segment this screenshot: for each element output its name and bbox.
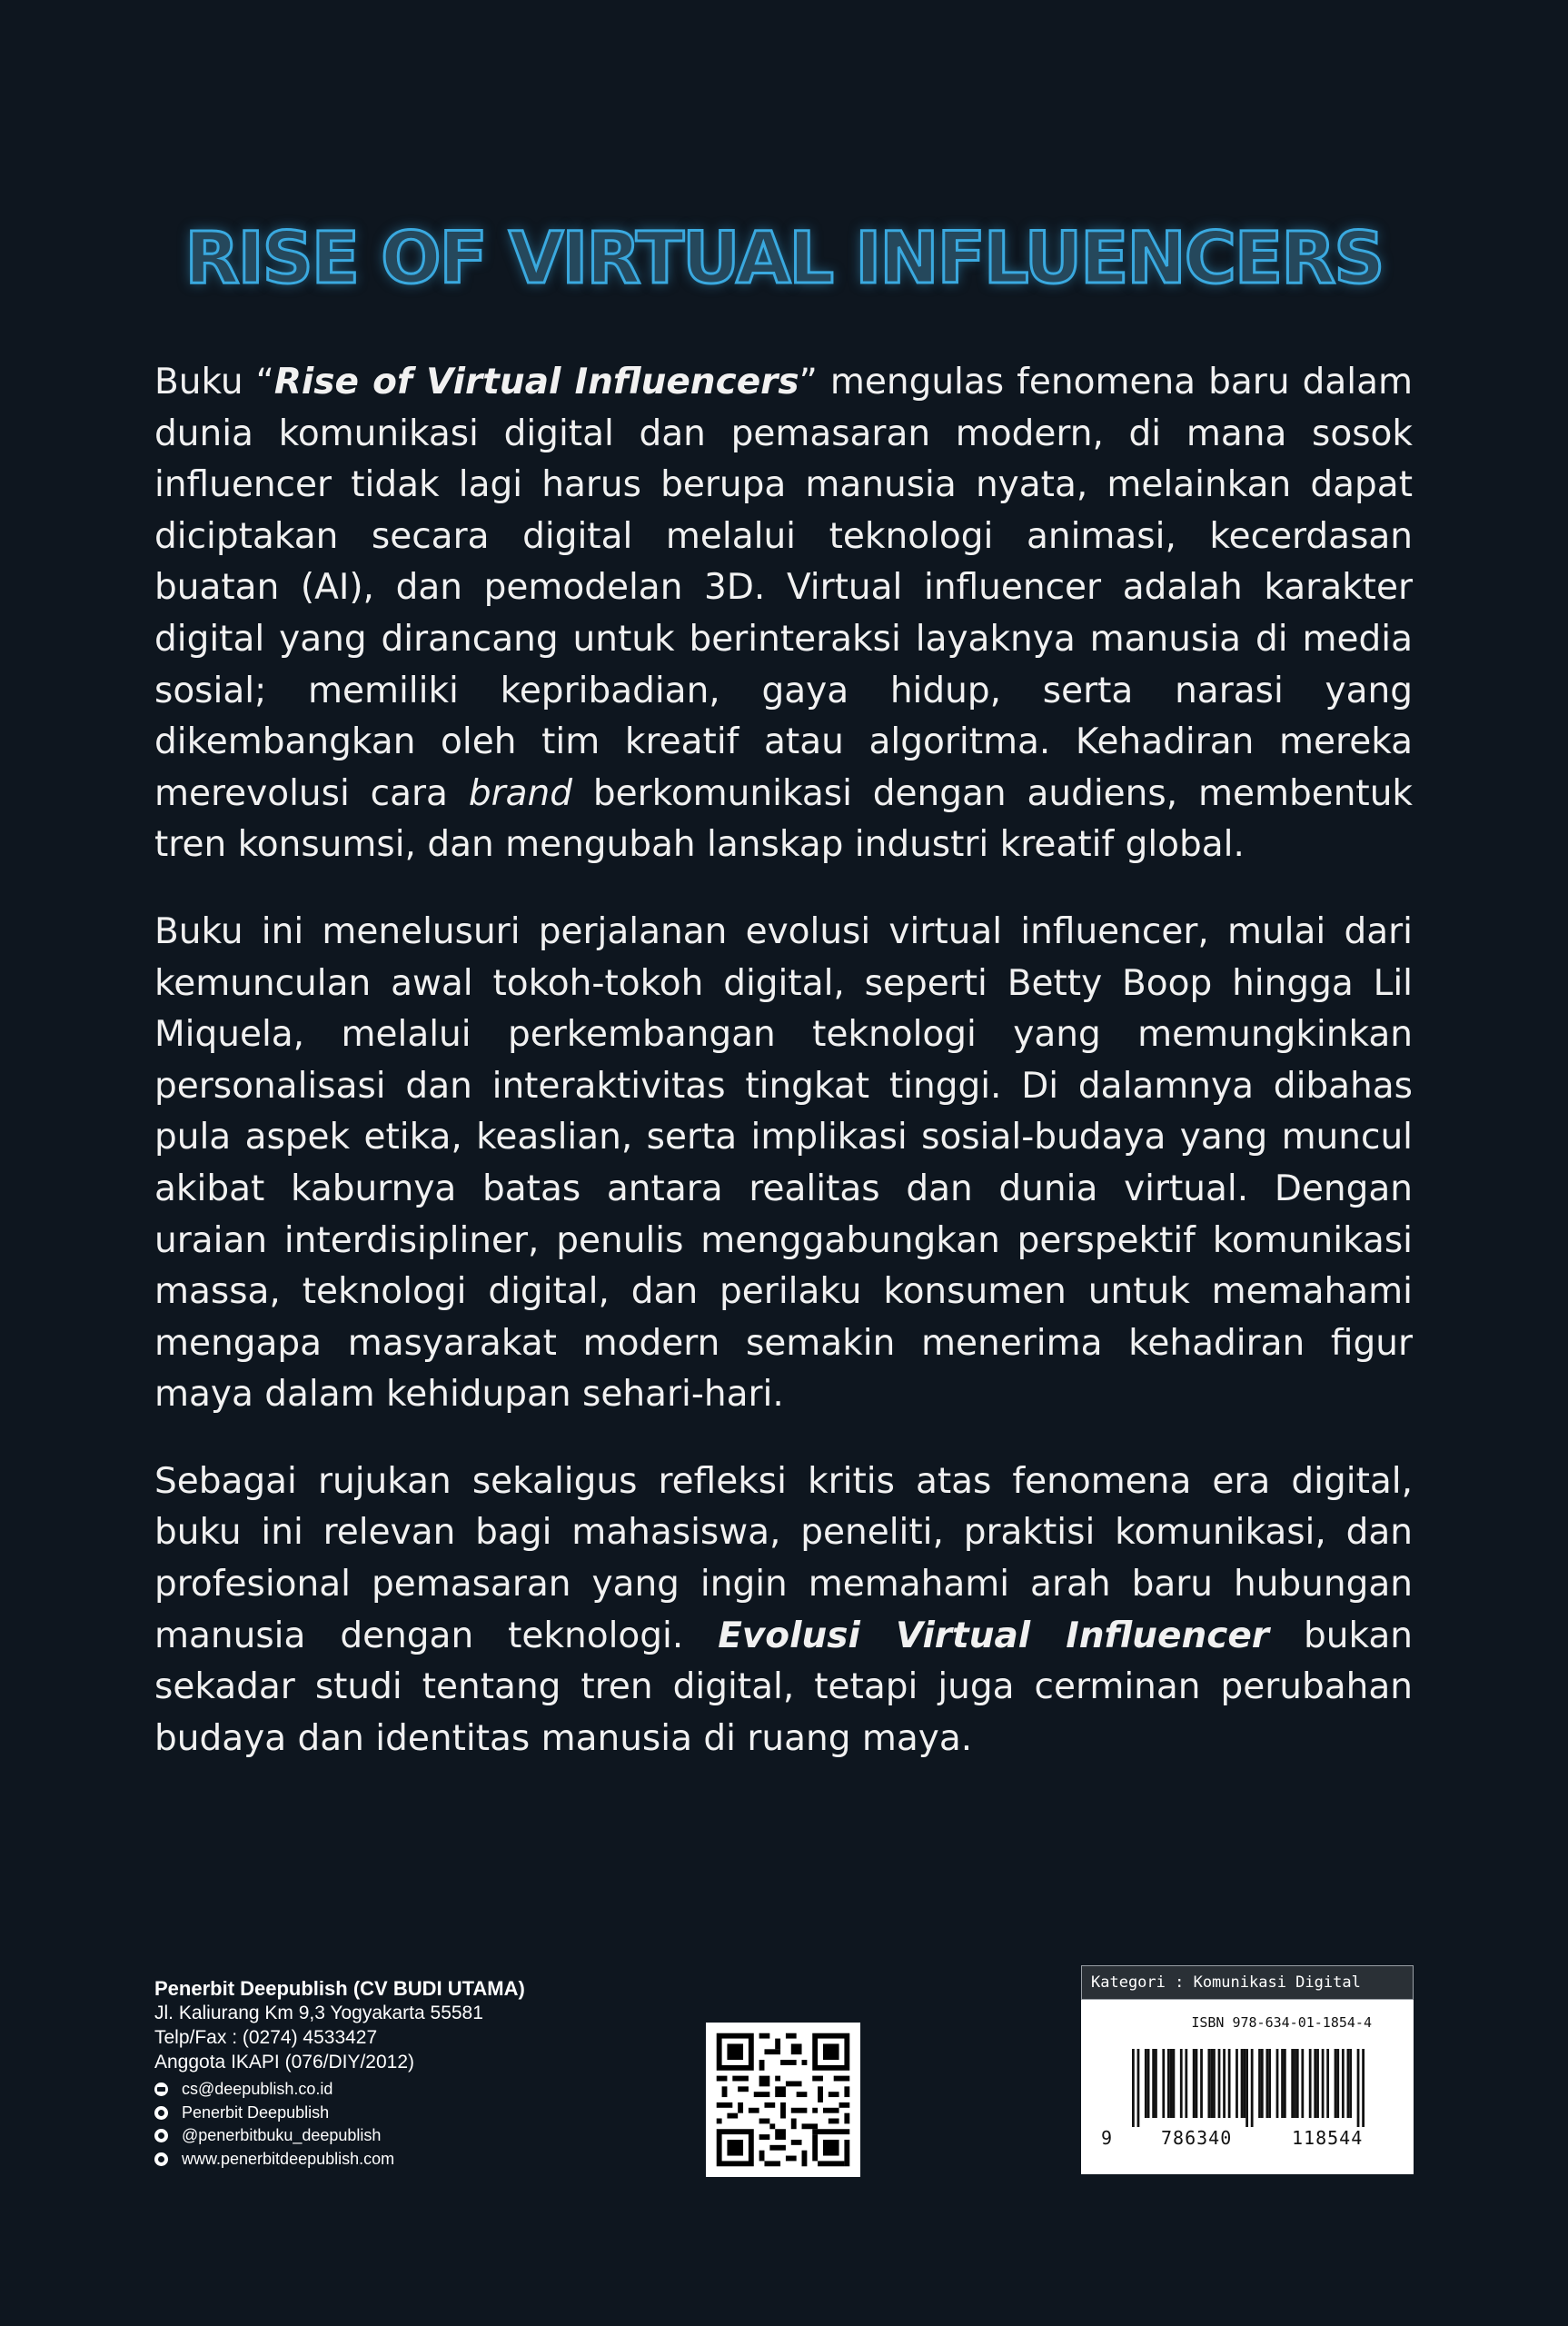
barcode-bar [1276, 2049, 1279, 2118]
barcode-bar [1137, 2049, 1140, 2127]
barcode-bar [1296, 2049, 1299, 2118]
barcode-bar [1243, 2049, 1245, 2118]
barcode-bar [1155, 2049, 1157, 2118]
barcode-bar [1132, 2049, 1135, 2127]
barcode-bar [1241, 2049, 1244, 2118]
instagram-icon [154, 2129, 168, 2142]
barcode-bar [1200, 2049, 1203, 2118]
barcode-bar [1349, 2049, 1352, 2118]
barcode-bars [1132, 2049, 1365, 2127]
barcode-bar [1322, 2049, 1325, 2118]
globe-icon [154, 2152, 168, 2166]
isbn-number: ISBN 978-634-01-1854-4 [1191, 2014, 1372, 2031]
barcode-bar [1180, 2049, 1183, 2118]
barcode-bar [1170, 2049, 1173, 2118]
barcode-bar [1145, 2049, 1147, 2118]
barcode-bar [1207, 2049, 1210, 2118]
barcode-bar [1291, 2049, 1294, 2118]
barcode-bar [1314, 2049, 1316, 2118]
barcode-bar [1210, 2049, 1213, 2118]
barcode-bar [1167, 2049, 1170, 2118]
barcode-bar [1261, 2049, 1264, 2118]
barcode-bar [1185, 2049, 1187, 2118]
publisher-member: Anggota IKAPI (076/DIY/2012) [154, 2052, 415, 2073]
category-label: Kategori : Komunikasi Digital [1081, 1965, 1414, 2000]
blurb [154, 357, 1413, 1800]
barcode-bar [1218, 2049, 1221, 2118]
publisher-address: Jl. Kaliurang Km 9,3 Yogyakarta 55581 [154, 2003, 483, 2023]
barcode-bar [1236, 2049, 1238, 2118]
barcode-bar [1258, 2049, 1261, 2118]
qr-code-graphic [706, 2023, 860, 2177]
qr-code [706, 2023, 860, 2177]
barcode-bar [1284, 2049, 1286, 2118]
blurb-paragraph-1: Buku “Rise of Virtual Influencers” mengulas fenomena baru dalam dunia komunikasi digital dan pemasaran modern, di mana sosok influencer tidak lagi harus berupa manusia nyata, melainkan dapat diciptakan secara digital melalui teknologi animasi, kecerdasan buatan (AI), dan pemodelan 3D. Virtual influencer adalah karakter digital yang dirancang untuk berinteraksi layaknya manusia di media sosial; memiliki kepribadian, gaya hidup, serta narasi yang dikembangkan oleh tim kreatif atau algoritma. Kehadiran mereka merevolusi cara brand berkomunikasi dengan audiens, membentuk tren konsumsi, dan mengubah lanskap industri kreatif global. [154, 362, 1414, 866]
publisher-phone: Telp/Fax : (0274) 4533427 [154, 2027, 378, 2048]
barcode-bar [1336, 2049, 1339, 2118]
barcode-bar [1309, 2049, 1312, 2118]
barcode-bar [1193, 2049, 1196, 2118]
barcode-bar [1357, 2049, 1360, 2127]
barcode-bar [1213, 2049, 1216, 2118]
book-title-heading: RISE OF VIRTUAL INFLUENCERS [184, 218, 1384, 300]
barcode-bar [1152, 2049, 1155, 2118]
barcode-bar [1342, 2049, 1345, 2118]
blurb-paragraph-3: Sebagai rujukan sekaligus refleksi kritis atas fenomena era digital, buku ini relevan bagi mahasiswa, peneliti, praktisi komunikasi, dan profesional pemasaran yang ingin memahami arah baru hubungan manusia dengan teknologi. Evolusi Virtual Influencer bukan sekadar studi tentang tren digital, tetapi juga cerminan perubahan budaya dan identitas manusia di ruang maya. [154, 1460, 1413, 1759]
barcode-digit-first: 9 [1101, 2127, 1113, 2149]
barcode-bar [1301, 2049, 1304, 2118]
email-icon [154, 2082, 168, 2096]
barcode-bar [1251, 2049, 1254, 2127]
barcode-bar [1316, 2049, 1319, 2118]
blurb-paragraph-2: Buku ini menelusuri perjalanan evolusi virtual influencer, mulai dari kemunculan awal tokoh-tokoh digital, seperti Betty Boop hingga Lil Miquela, melalui perkembangan teknologi yang memungkinkan personalisasi dan interaktivitas tingkat tinggi. Di dalamnya dibahas pula aspek etika, keaslian, serta implikasi sosial-budaya yang muncul akibat kaburnya batas antara realitas dan dunia virtual. Dengan uraian interdisipliner, penulis menggabungkan perspektif komunikasi massa, teknologi digital, dan perilaku konsumen untuk memahami mengapa masyarakat modern semakin menerima kehadiran figur maya dalam kehidupan sehari-hari. [154, 910, 1413, 1416]
barcode-digits-left: 786340 [1161, 2127, 1233, 2149]
barcode-bar [1223, 2049, 1226, 2118]
barcode-bar [1196, 2049, 1198, 2118]
contact-email: cs@deepublish.co.id [154, 2078, 525, 2102]
barcode-bar [1347, 2049, 1350, 2118]
barcode-bar [1294, 2049, 1296, 2118]
barcode-bar [1162, 2049, 1165, 2118]
barcode-bar [1228, 2049, 1231, 2118]
publisher-info [154, 1976, 525, 2171]
contact-instagram: @penerbitbuku_deepublish [154, 2124, 525, 2148]
barcode-bar [1326, 2049, 1329, 2118]
isbn-barcode [1081, 1965, 1414, 2174]
barcode-bar [1362, 2049, 1365, 2127]
barcode-bar [1173, 2049, 1176, 2118]
contact-facebook: Penerbit Deepublish [154, 2102, 525, 2125]
facebook-icon [154, 2106, 168, 2120]
barcode-digits-right: 118544 [1292, 2127, 1364, 2149]
barcode-bar [1268, 2049, 1271, 2118]
contact-website: www.penerbitdeepublish.com [154, 2148, 525, 2172]
barcode-bar [1245, 2049, 1248, 2127]
barcode-bar [1265, 2049, 1268, 2118]
publisher-contacts [154, 2078, 525, 2171]
brand-word: brand [468, 772, 572, 814]
evolusi-title-inline: Evolusi Virtual Influencer [718, 1615, 1270, 1656]
barcode-bar [1335, 2049, 1337, 2118]
barcode-bar [1281, 2049, 1284, 2118]
book-title-inline: Rise of Virtual Influencers [273, 362, 799, 403]
publisher-name: Penerbit Deepublish (CV BUDI UTAMA) [154, 1977, 525, 2000]
barcode-bar [1147, 2049, 1150, 2118]
